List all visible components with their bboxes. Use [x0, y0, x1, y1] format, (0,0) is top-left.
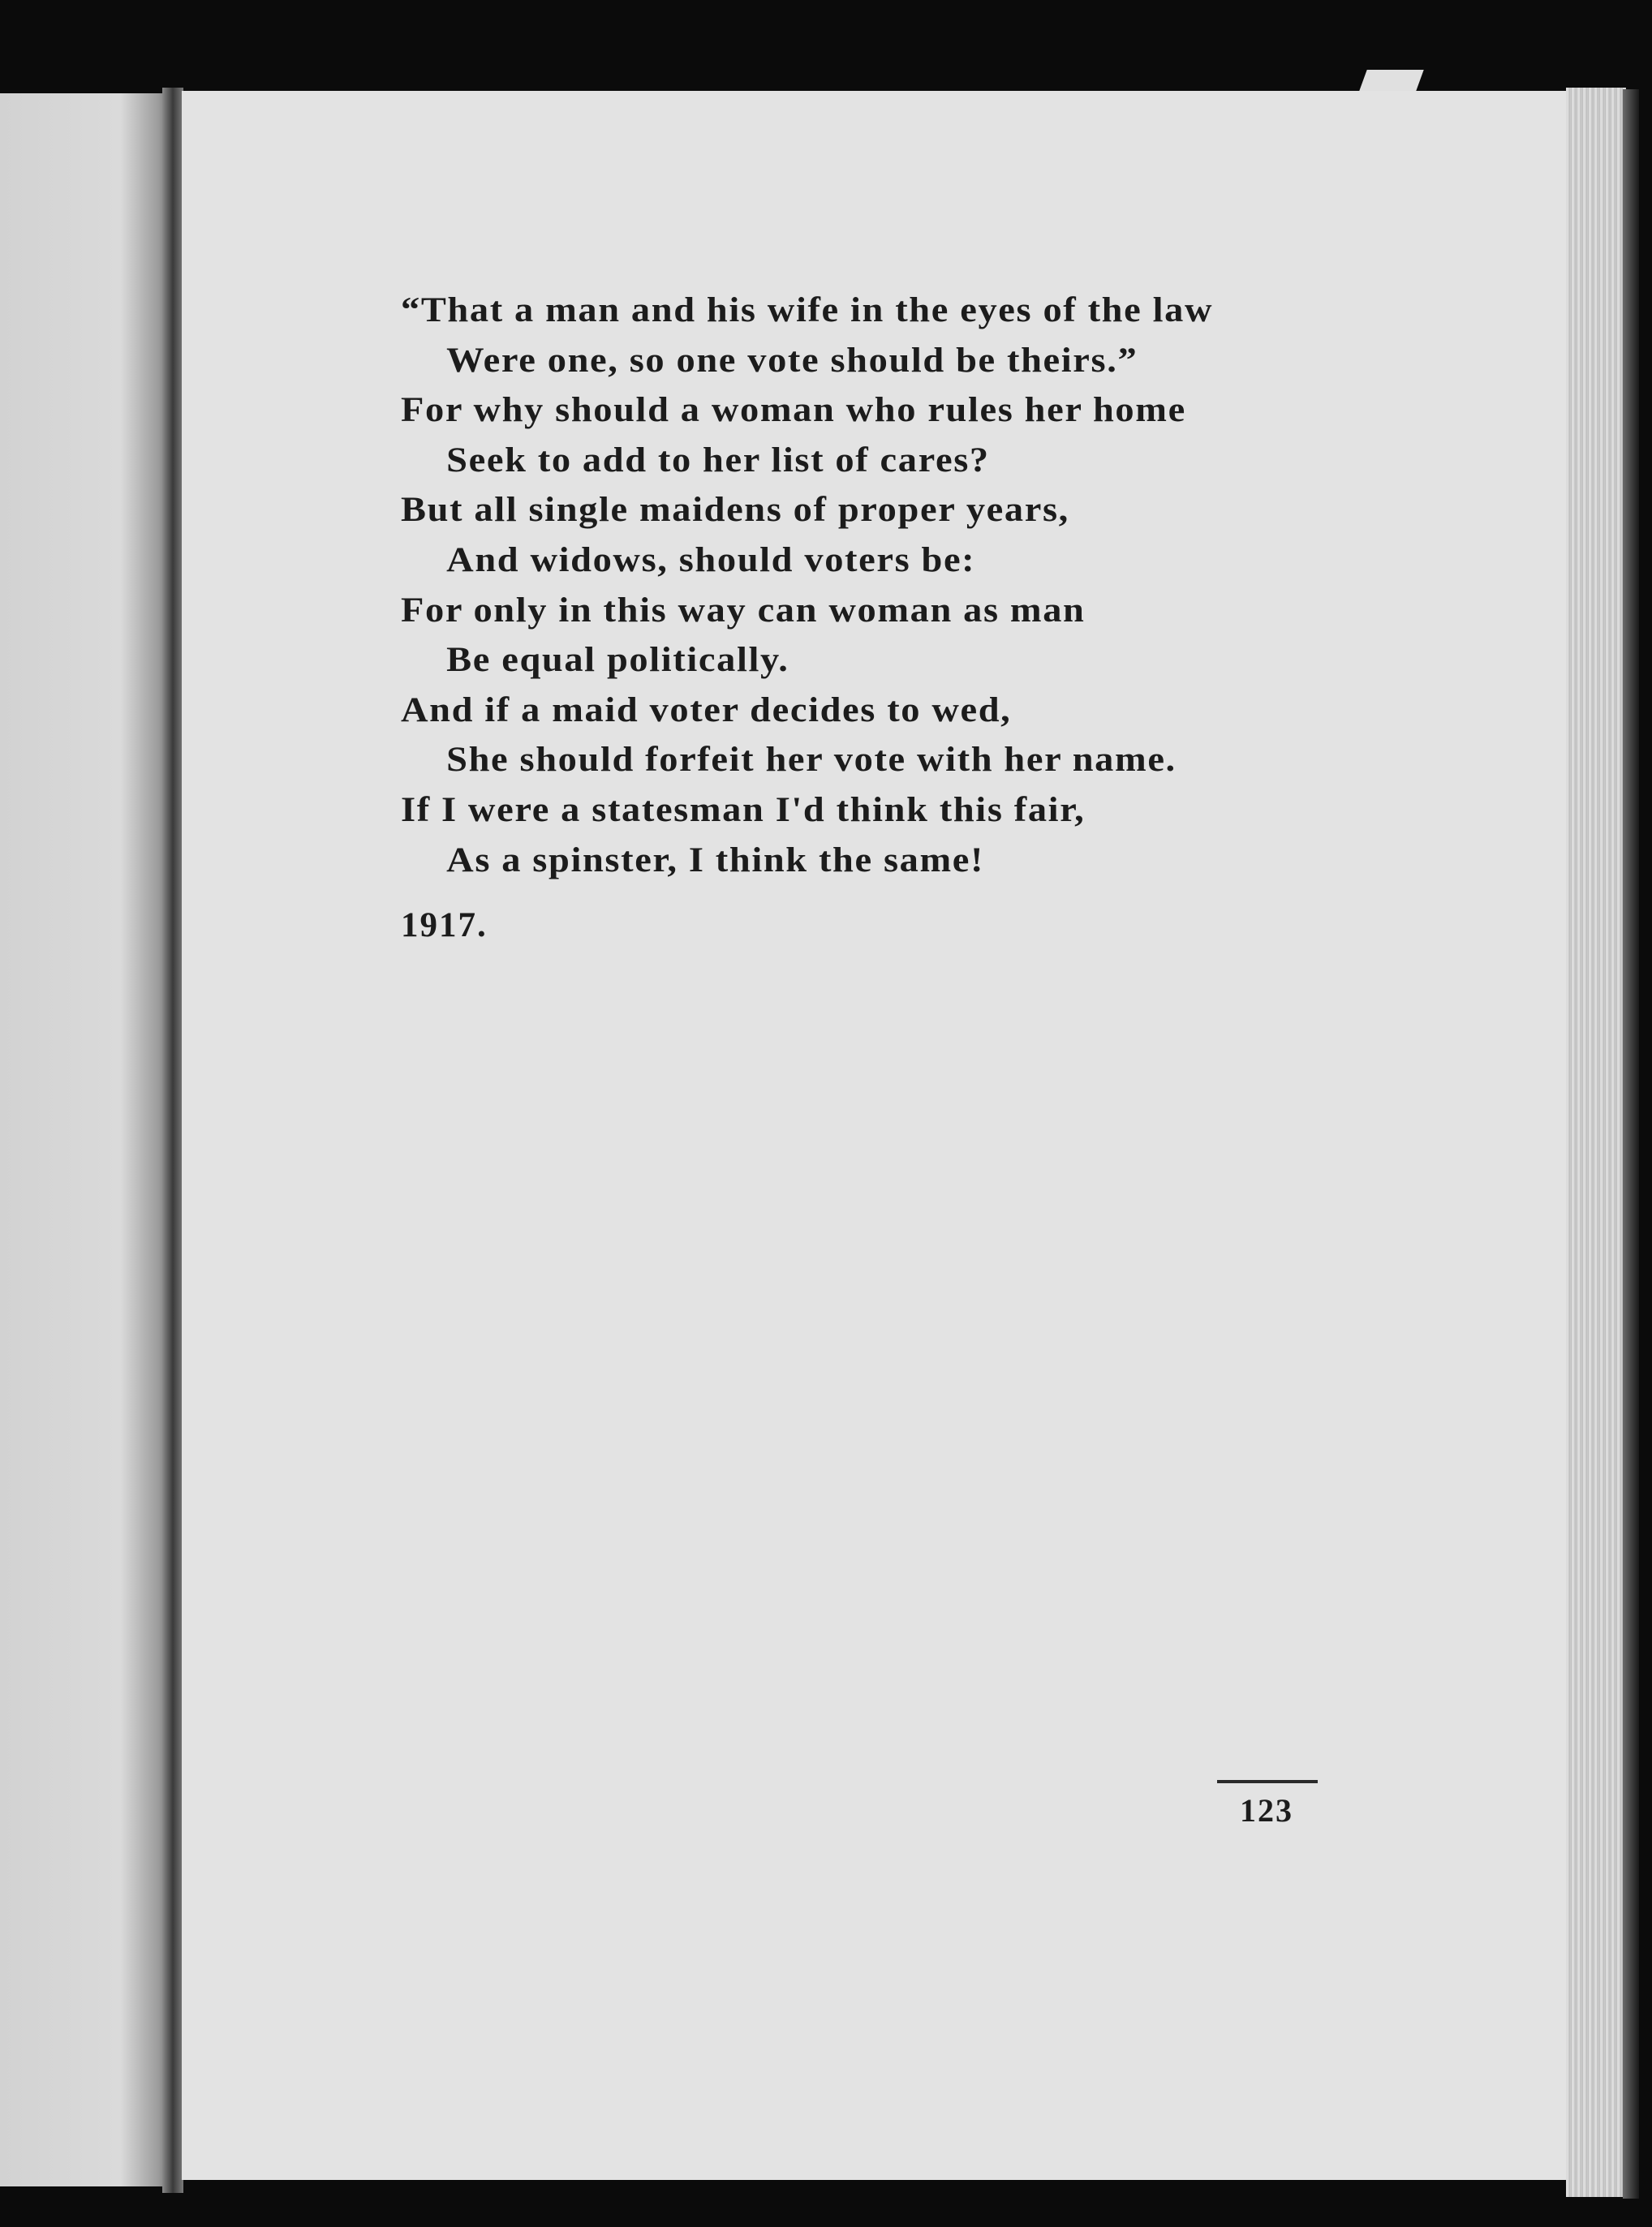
- previous-page-edge: [0, 93, 172, 2186]
- page-edge-shadow: [1623, 89, 1639, 2199]
- poem-line: For why should a woman who rules her home: [401, 391, 1186, 430]
- stacked-page-edges: [1566, 88, 1626, 2197]
- poem-line: Seek to add to her list of cares?: [446, 441, 990, 479]
- poem-line: But all single maidens of proper years,: [401, 491, 1069, 530]
- page-number: 123: [1240, 1792, 1293, 1829]
- poem-date: 1917.: [401, 906, 488, 944]
- poem-line: Were one, so one vote should be theirs.”: [446, 341, 1138, 380]
- poem-line: She should forfeit her vote with her name.: [446, 741, 1177, 780]
- page-tab-mark: [1359, 70, 1423, 91]
- poem-line: As a spinster, I think the same!: [446, 840, 985, 879]
- poem-line: “That a man and his wife in the eyes of the law: [401, 291, 1214, 329]
- book-gutter: [162, 88, 183, 2193]
- poem-line: And widows, should voters be:: [446, 540, 976, 579]
- poem-line: And if a maid voter decides to wed,: [401, 690, 1012, 729]
- poem-line: Be equal politically.: [446, 641, 789, 680]
- poem-stanza: [401, 286, 1418, 885]
- poem-line: If I were a statesman I'd think this fair,: [401, 790, 1086, 829]
- footer-rule: [1217, 1780, 1318, 1783]
- poem-line: For only in this way can woman as man: [401, 591, 1086, 630]
